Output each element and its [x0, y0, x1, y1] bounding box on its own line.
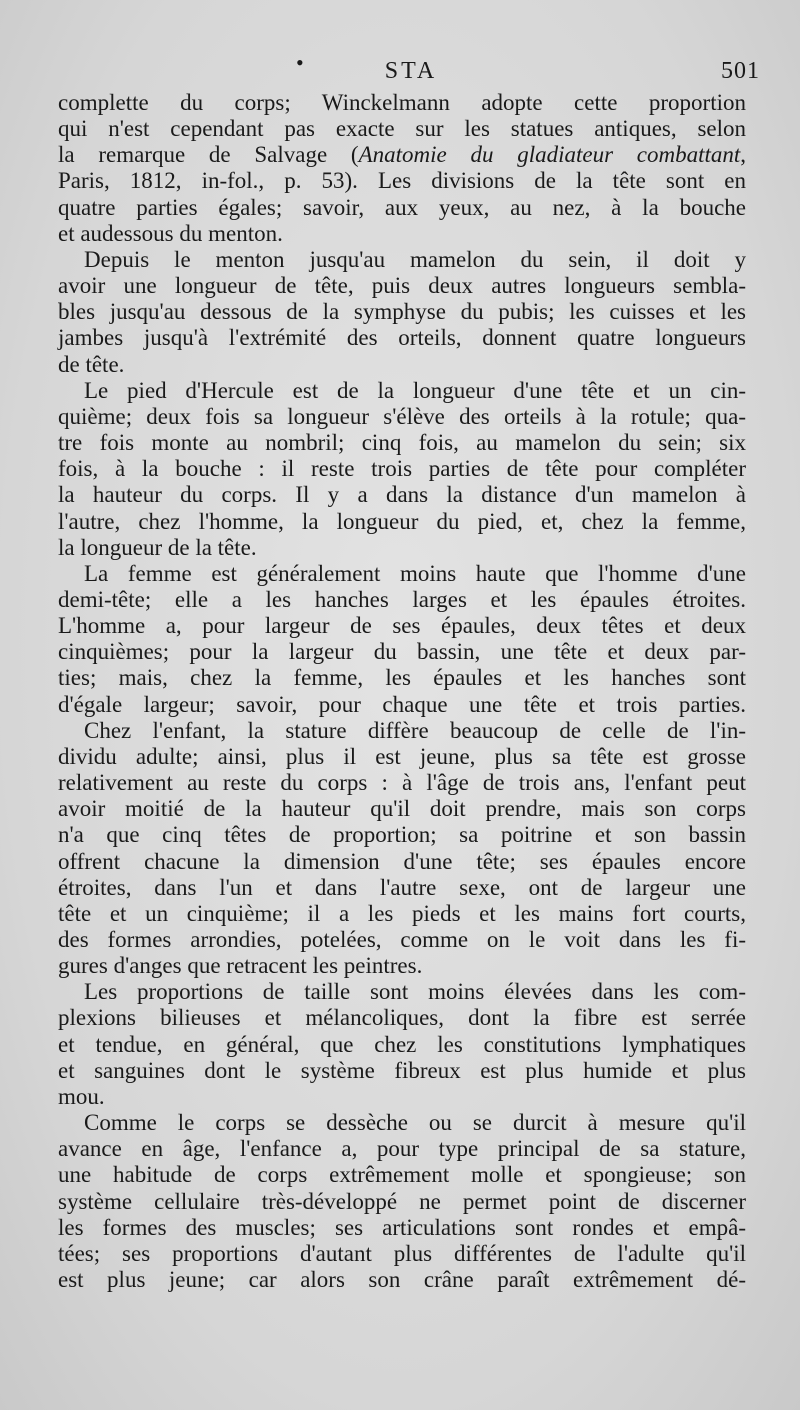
- text-line: de tête.: [58, 351, 125, 377]
- text-line: dividu adulte; ainsi, plus il est jeune, plus sa tête est grosse: [58, 743, 746, 769]
- text-line: jambes jusqu'à l'extrémité des orteils, donnent quatre longueurs: [58, 325, 746, 351]
- text-line: La femme est généralement moins haute que l'homme d'une: [84, 560, 746, 586]
- text-line: des formes arrondies, potelées, comme on le voit dans les fi-: [58, 927, 746, 952]
- text-line: avoir moitié de la hauteur qu'il doit prendre, mais son corps: [58, 796, 746, 822]
- text-line: la longueur de la tête.: [58, 534, 257, 560]
- page-header: [56, 50, 766, 90]
- text-line: et sanguines dont le système fibreux est plus humide et plus: [58, 1057, 746, 1083]
- text-line: Chez l'enfant, la stature diffère beaucoup de celle de l'in-: [84, 717, 746, 743]
- text-line: étroites, dans l'un et dans l'autre sexe, ont de largeur une: [58, 874, 746, 900]
- text-line: bles jusqu'au dessous de la symphyse du pubis; les cuisses et les: [58, 299, 746, 325]
- text-line: la remarque de Salvage (Anatomie du gladiateur combattant,: [58, 142, 747, 168]
- text-line: système cellulaire très-développé ne permet point de discerner: [58, 1188, 746, 1214]
- text-line: tête et un cinquième; il a les pieds et les mains fort courts,: [58, 900, 746, 926]
- text-line: l'autre, chez l'homme, la longueur du pied, et, chez la femme,: [58, 508, 746, 534]
- text-line: la hauteur du corps. Il y a dans la distance d'un mamelon à: [58, 482, 746, 508]
- page-number: 501: [721, 58, 760, 84]
- text-line: quième; deux fois sa longueur s'élève des orteils à la rotule; qua-: [58, 403, 746, 429]
- italic-title: Anatomie du gladiateur combattant: [358, 142, 741, 168]
- text-line: gures d'anges que retracent les peintres.: [58, 953, 423, 979]
- body-text: [58, 90, 746, 1293]
- text-line: et tendue, en général, que chez les constitutions lymphatiques: [58, 1031, 746, 1057]
- text-line: les formes des muscles; ses articulations sont rondes et empâ-: [58, 1214, 746, 1240]
- text-line: mou.: [58, 1083, 105, 1109]
- text-line: tre fois monte au nombril; cinq fois, au mamelon du sein; six: [58, 430, 746, 456]
- text-line: cinquièmes; pour la largeur du bassin, une tête et deux par-: [58, 639, 746, 665]
- text-line: est plus jeune; car alors son crâne paraît extrêmement dé-: [58, 1267, 746, 1293]
- text-line: relativement au reste du corps : à l'âge de trois ans, l'enfant peut: [58, 770, 746, 796]
- text-line: demi-tête; elle a les hanches larges et les épaules étroites.: [58, 586, 746, 612]
- text-line: Les proportions de taille sont moins élevées dans les com-: [84, 979, 746, 1005]
- text-line: ties; mais, chez la femme, les épaules et les hanches sont: [58, 665, 746, 691]
- ink-speck: •: [296, 50, 304, 75]
- text-line: L'homme a, pour largeur de ses épaules, deux têtes et deux: [58, 613, 746, 639]
- text-line: Paris, 1812, in-fol., p. 53). Les divisions de la tête sont en: [58, 168, 746, 194]
- text-line: Depuis le menton jusqu'au mamelon du sein, il doit y: [84, 246, 746, 272]
- text-line: offrent chacune la dimension d'une tête; ses épaules encore: [58, 848, 746, 874]
- text-line: tées; ses proportions d'autant plus différentes de l'adulte qu'il: [58, 1240, 746, 1266]
- text-line: qui n'est cependant pas exacte sur les statues antiques, selon: [58, 116, 746, 142]
- running-head: STA: [384, 58, 438, 84]
- text-line: avance en âge, l'enfance a, pour type principal de sa stature,: [58, 1136, 746, 1162]
- text-line: Le pied d'Hercule est de la longueur d'une tête et un cin-: [84, 377, 746, 403]
- text-line: d'égale largeur; savoir, pour chaque une tête et trois parties.: [58, 691, 746, 717]
- text-line: avoir une longueur de tête, puis deux autres longueurs sembla-: [58, 273, 746, 299]
- text-line: Comme le corps se dessèche ou se durcit à mesure qu'il: [84, 1110, 746, 1136]
- text-line: fois, à la bouche : il reste trois parties de tête pour compléter: [58, 456, 746, 482]
- text-line: une habitude de corps extrêmement molle et spongieuse; son: [58, 1162, 746, 1188]
- text-line: et audessous du menton.: [58, 220, 283, 246]
- text-line: quatre parties égales; savoir, aux yeux, au nez, à la bouche: [58, 194, 746, 220]
- text-line: plexions bilieuses et mélancoliques, dont la fibre est serrée: [58, 1005, 746, 1031]
- text-line: complette du corps; Winckelmann adopte cette proportion: [58, 90, 746, 115]
- text-line: n'a que cinq têtes de proportion; sa poitrine et son bassin: [58, 822, 746, 848]
